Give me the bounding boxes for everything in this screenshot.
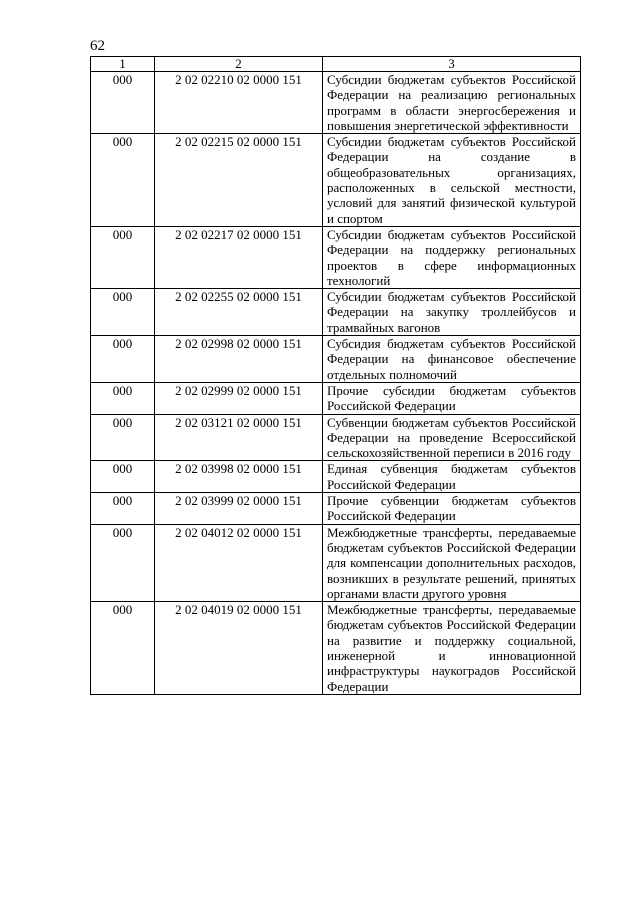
budget-code-cell: 2 02 02255 02 0000 151	[155, 289, 323, 336]
revenue-name-cell: Прочие субвенции бюджетам субъектов Российской Федерации	[323, 493, 581, 525]
table-row	[91, 414, 581, 461]
table-row	[91, 493, 581, 525]
page-number: 62	[90, 38, 105, 54]
budget-code-cell: 2 02 02217 02 0000 151	[155, 226, 323, 288]
admin-code-cell: 000	[91, 134, 155, 227]
budget-code-cell: 2 02 03999 02 0000 151	[155, 493, 323, 525]
budget-code-cell: 2 02 02215 02 0000 151	[155, 134, 323, 227]
revenue-name-cell: Субсидия бюджетам субъектов Российской Федерации на финансовое обеспечение отдельных полномочий	[323, 336, 581, 383]
admin-code-cell: 000	[91, 524, 155, 601]
revenue-name-cell: Субсидии бюджетам субъектов Российской Федерации на закупку троллейбусов и трамвайных вагонов	[323, 289, 581, 336]
budget-revenue-table	[90, 56, 581, 695]
revenue-name-cell: Субсидии бюджетам субъектов Российской Федерации на поддержку региональных проектов в сфере информационных технологий	[323, 226, 581, 288]
column-header-3: 3	[323, 57, 581, 72]
admin-code-cell: 000	[91, 602, 155, 695]
table-row	[91, 602, 581, 695]
budget-code-cell: 2 02 04019 02 0000 151	[155, 602, 323, 695]
table-row	[91, 382, 581, 414]
table-header-row	[91, 57, 581, 72]
budget-code-cell: 2 02 03998 02 0000 151	[155, 461, 323, 493]
revenue-name-cell: Субсидии бюджетам субъектов Российской Федерации на создание в общеобразовательных организациях, расположенных в сельской местности, условий для занятий физической культурой и спортом	[323, 134, 581, 227]
revenue-name-cell: Субвенции бюджетам субъектов Российской Федерации на проведение Всероссийской сельскохозяйственной переписи в 2016 году	[323, 414, 581, 461]
revenue-name-cell: Единая субвенция бюджетам субъектов Российской Федерации	[323, 461, 581, 493]
budget-code-cell: 2 02 02999 02 0000 151	[155, 382, 323, 414]
revenue-name-cell: Субсидии бюджетам субъектов Российской Федерации на реализацию региональных программ в области энергосбережения и повышения энергетической эффективности	[323, 72, 581, 134]
column-header-2: 2	[155, 57, 323, 72]
table-row	[91, 524, 581, 601]
revenue-name-cell: Прочие субсидии бюджетам субъектов Российской Федерации	[323, 382, 581, 414]
admin-code-cell: 000	[91, 382, 155, 414]
admin-code-cell: 000	[91, 72, 155, 134]
table-row	[91, 134, 581, 227]
admin-code-cell: 000	[91, 461, 155, 493]
budget-code-cell: 2 02 02998 02 0000 151	[155, 336, 323, 383]
column-header-1: 1	[91, 57, 155, 72]
admin-code-cell: 000	[91, 336, 155, 383]
admin-code-cell: 000	[91, 414, 155, 461]
budget-code-cell: 2 02 03121 02 0000 151	[155, 414, 323, 461]
table-row	[91, 226, 581, 288]
budget-code-cell: 2 02 04012 02 0000 151	[155, 524, 323, 601]
admin-code-cell: 000	[91, 289, 155, 336]
revenue-name-cell: Межбюджетные трансферты, передаваемые бюджетам субъектов Российской Федерации на развитие и поддержку социальной, инженерной и инновационной инфраструктуры наукоградов Российской Федерации	[323, 602, 581, 695]
table-row	[91, 336, 581, 383]
table-row	[91, 289, 581, 336]
admin-code-cell: 000	[91, 226, 155, 288]
table-row	[91, 72, 581, 134]
revenue-name-cell: Межбюджетные трансферты, передаваемые бюджетам субъектов Российской Федерации для компенсации дополнительных расходов, возникших в результате решений, принятых органами власти другого уровня	[323, 524, 581, 601]
admin-code-cell: 000	[91, 493, 155, 525]
budget-code-cell: 2 02 02210 02 0000 151	[155, 72, 323, 134]
table-row	[91, 461, 581, 493]
